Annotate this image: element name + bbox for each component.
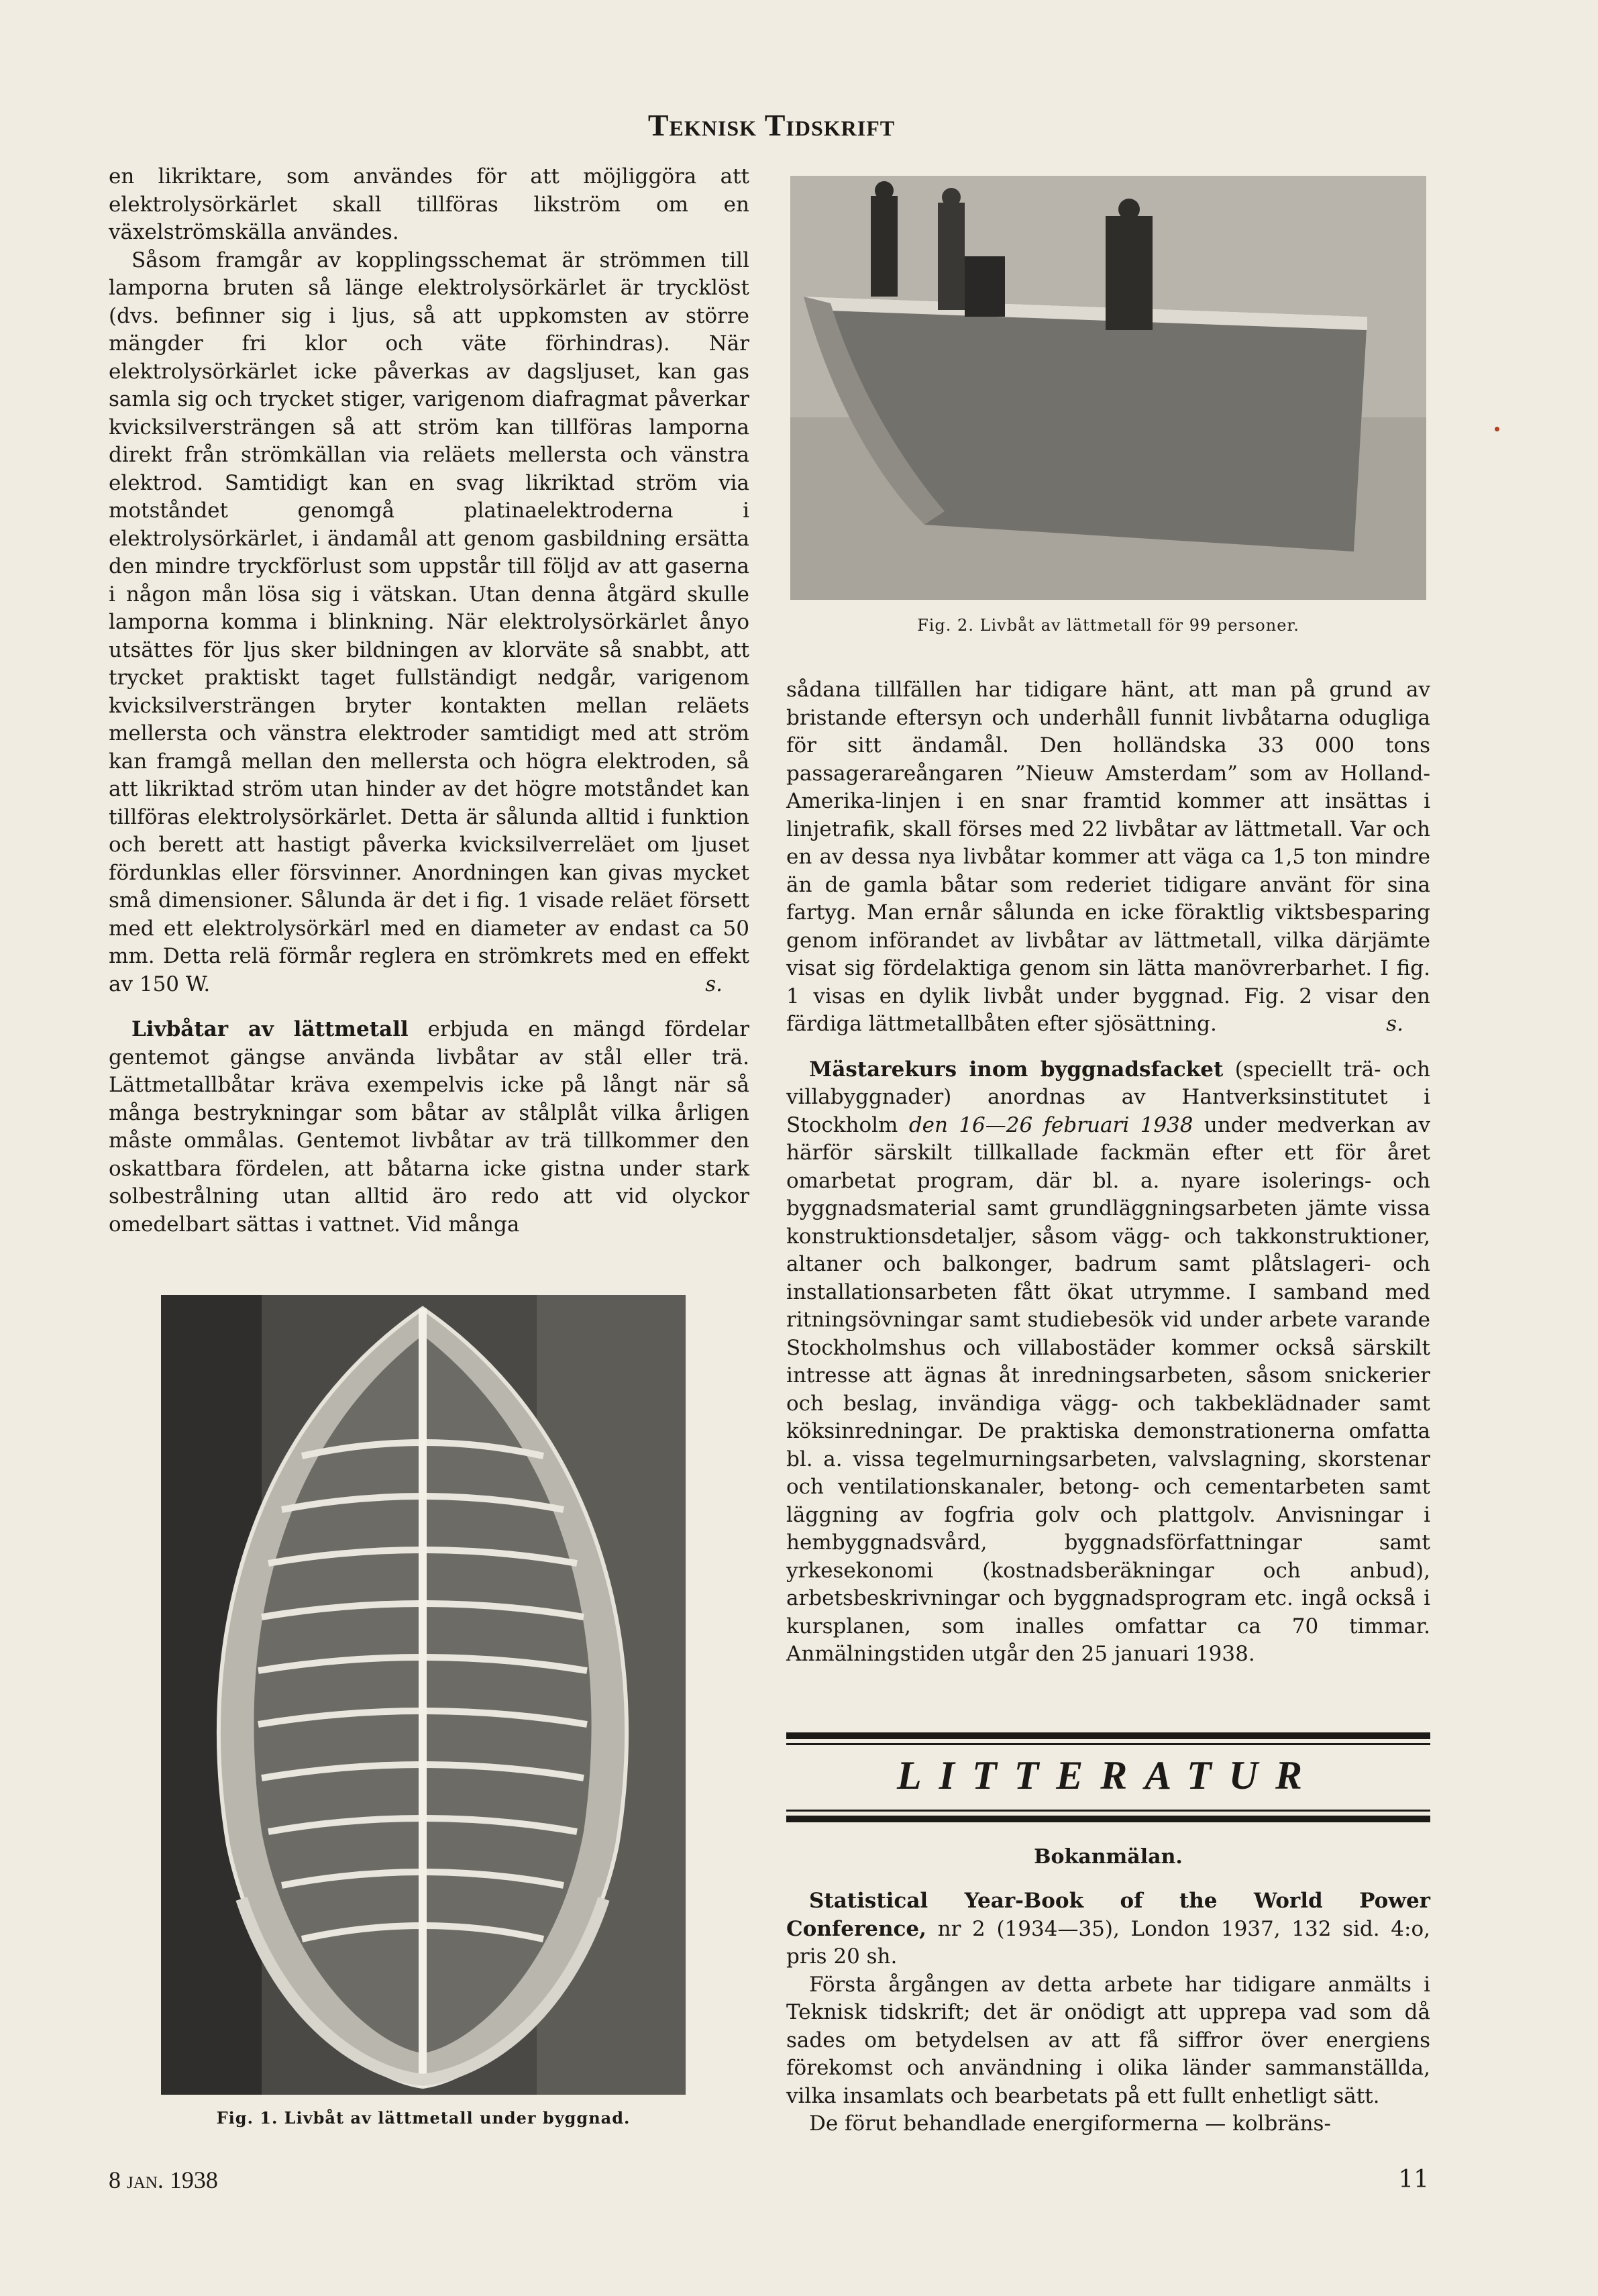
right-column [786, 676, 1430, 1669]
livbatar-text: erbjuda en mängd fördelar gentemot gängse använda livbåtar av stål eller trä. Lättmetallbåtar kräva exempelvis icke på långt när så många bestrykningar som båtar av stålplåt vilka årligen måste ommålas. Gentemot livbåtar av trä tillkommer den oskattbara fördelen, att båtarna icke gistna under stark solbestrålning utan alltid äro redo att vid olyckor omedelbart sättas i vattnet. Vid många [109, 1017, 749, 1237]
footer-date: 8 jan. 1938 [109, 2167, 218, 2193]
literature-subheading: Bokanmälan. [1034, 1845, 1183, 1869]
paragraph-relay-body [109, 247, 749, 999]
paragraph-livbatar-continuation [786, 676, 1430, 1039]
paragraph-relay-intro: en likriktare, som användes för att möjliggöra att elektrolysörkärlet skall tillföras likström om en växelströmskälla användes. [109, 164, 749, 244]
finished-lifeboat-image [790, 176, 1426, 600]
book-details: nr 2 (1934—35), London 1937, 132 sid. 4:o, pris 20 sh. [786, 1916, 1430, 1969]
figure-2-caption: Fig. 2. Livbåt av lättmetall för 99 personer. [917, 616, 1299, 635]
review-paragraph-2: De förut behandlade energiformerna — kolbräns- [809, 2111, 1331, 2136]
book-entry [786, 1887, 1430, 1971]
literature-heading: LITTERATUR [896, 1753, 1320, 1797]
page-number: 11 [1398, 2166, 1429, 2193]
figure-2-photo [790, 176, 1426, 600]
lead-livbatar: Livbåtar av lättmetall [131, 1017, 409, 1041]
paragraph-mastarekurs [786, 1056, 1430, 1669]
paragraph-relay-text: Såsom framgår av kopplingsschemat är strömmen till lamporna bruten så länge elektrolysörkärlet är trycklöst (dvs. befinner sig i ljus, så att uppkomsten av större mängder fri klor och väte förhindras). När elektrolysörkärlet icke påverkas av dagsljuset, kan gas samla sig och trycket stiger, varigenom diafragmat påverkar kvicksilversträngen så att ström kan tillföras lamporna direkt från strömkällan via reläets mellersta och vänstra elektrod. Samtidigt kan en svag likriktad ström via motståndet genomgå platinaelektroderna i elektrolysörkärlet, i ändamål att genom gasbildning ersätta den mindre tryckförlust som uppstår till följd av att gaserna i någon mån lösa sig i vätskan. Utan denna åtgärd skulle lamporna komma i blinkning. När elektrolysörkärlet ånyo utsättes för ljus sker bildningen av klorväte så snabbt, att trycket praktiskt taget fullständigt nedgår, varigenom kvicksilversträngen bryter kontakten mellan reläets mellersta och vänstra elektroder samtidigt med att ström kan framgå mellan den mellersta och högra elektroden, så att likriktad ström utan hinder av det högre motståndet kan tillföras elektrolysörkärlet. Detta är sålunda alltid i funktion och berett att hastigt påverka kvicksilverreläet om ljuset fördunklas eller försvinner. Anordningen kan givas mycket små dimensioner. Sålunda är det i fig. 1 visade reläet försett med ett elektrolysörkärl med en diameter av endast ca 50 mm. Detta relä förmår reglera en strömkrets med en effekt av 150 W. [109, 248, 749, 996]
paragraph-livbatar [109, 1016, 749, 1239]
figure-1-caption: Fig. 1. Livbåt av lättmetall under byggnad. [216, 2108, 631, 2128]
mastarekurs-pre-date: (speciellt trä- och villabyggnader) anordnas av Hantverksinstitutet i Stockholm [786, 1057, 1430, 1137]
figure-1-photo [161, 1295, 686, 2095]
lead-mastarekurs: Mästarekurs inom byggnadsfacket [809, 1057, 1224, 1082]
literature-rule-top [786, 1732, 1430, 1739]
literature-rule-bottom [786, 1816, 1430, 1822]
journal-header: Teknisk Tidskrift [647, 108, 896, 142]
section-gap-2 [786, 1039, 1430, 1056]
literature-rule-bottom-thin [786, 1810, 1430, 1812]
book-review [786, 1887, 1430, 2138]
review-paragraph-1: Första årgången av detta arbete har tidigare anmälts i Teknisk tidskrift; det är onödigt att upprepa vad som då sades om betydelsen av att få siffror över energiens förekomst och användning i olika länder sammanställda, vilka insamlats och bearbetats på ett fullt enhetligt sätt. [786, 1972, 1430, 2108]
section-gap [109, 998, 749, 1016]
author-signature-2: s. [1386, 1012, 1403, 1036]
left-column [109, 163, 749, 1239]
ink-spot [1495, 427, 1499, 431]
mastarekurs-text: under medverkan av härför särskilt tillkallade fackmän efter ett för året omarbetat program, där bl. a. nyare isolerings- och byggnadsmaterial samt grundläggningsarbeten jämte vissa konstruktionsdetaljer, såsom vägg- och takkonstruktioner, altaner och balkonger, badrum samt plåtslageri- och installationsarbeten fått ökat utrymme. I samband med ritningsövningar samt studiebesök vid under arbete varande Stockholmshus och villabostäder kommer också särskilt intresse att ägnas åt inredningsarbeten, såsom snickerier och beslag, invändiga vägg- och takbeklädnader samt köksinredningar. De praktiska demonstrationerna omfatta bl. a. vissa tegelmurningsarbeten, valvslagning, skorstenar och ventilationskanaler, betong- och cementarbeten samt läggning av fogfria golv och plattgolv. Anvisningar i hembyggnadsvård, byggnadsförfattningar samt yrkesekonomi (kostnadsberäkningar och anbud), arbetsbeskrivningar och byggnadsprogram etc. ingå också i kursplanen, som inalles omfattar ca 70 timmar. Anmälningstiden utgår den 25 januari 1938. [786, 1112, 1431, 1666]
literature-section [786, 1732, 1430, 2138]
book-title: Statistical Year-Book of the World Power Conference, [786, 1889, 1430, 1941]
author-signature: s. [705, 972, 723, 996]
mastarekurs-date: den 16—26 februari 1938 [908, 1112, 1193, 1137]
livbatar-continuation-text: sådana tillfällen har tidigare hänt, att man på grund av bristande eftersyn och underhåll funnit livbåtarna odugliga för sitt ändamål. Den holländska 33 000 tons passagerareångaren ”Nieuw Amsterdam” som av Holland-Amerika-linjen i en snar framtid kommer att insättas i linjetrafik, skall förses med 22 livbåtar av lättmetall. Var och en av dessa nya livbåtar kommer att väga ca 1,5 ton mindre än de gamla båtar som rederiet tidigare använt för sina fartyg. Man ernår sålunda en icke föraktlig viktsbesparing genom införandet av livbåtar av lättmetall, vilka därjämte visat sig fördelaktiga genom sin lätta manövrerbarhet. I fig. 1 visas en dylik livbåt under byggnad. Fig. 2 visar den färdiga lättmetallbåten efter sjösättning. [786, 678, 1430, 1036]
boat-under-construction-image [161, 1295, 686, 2095]
